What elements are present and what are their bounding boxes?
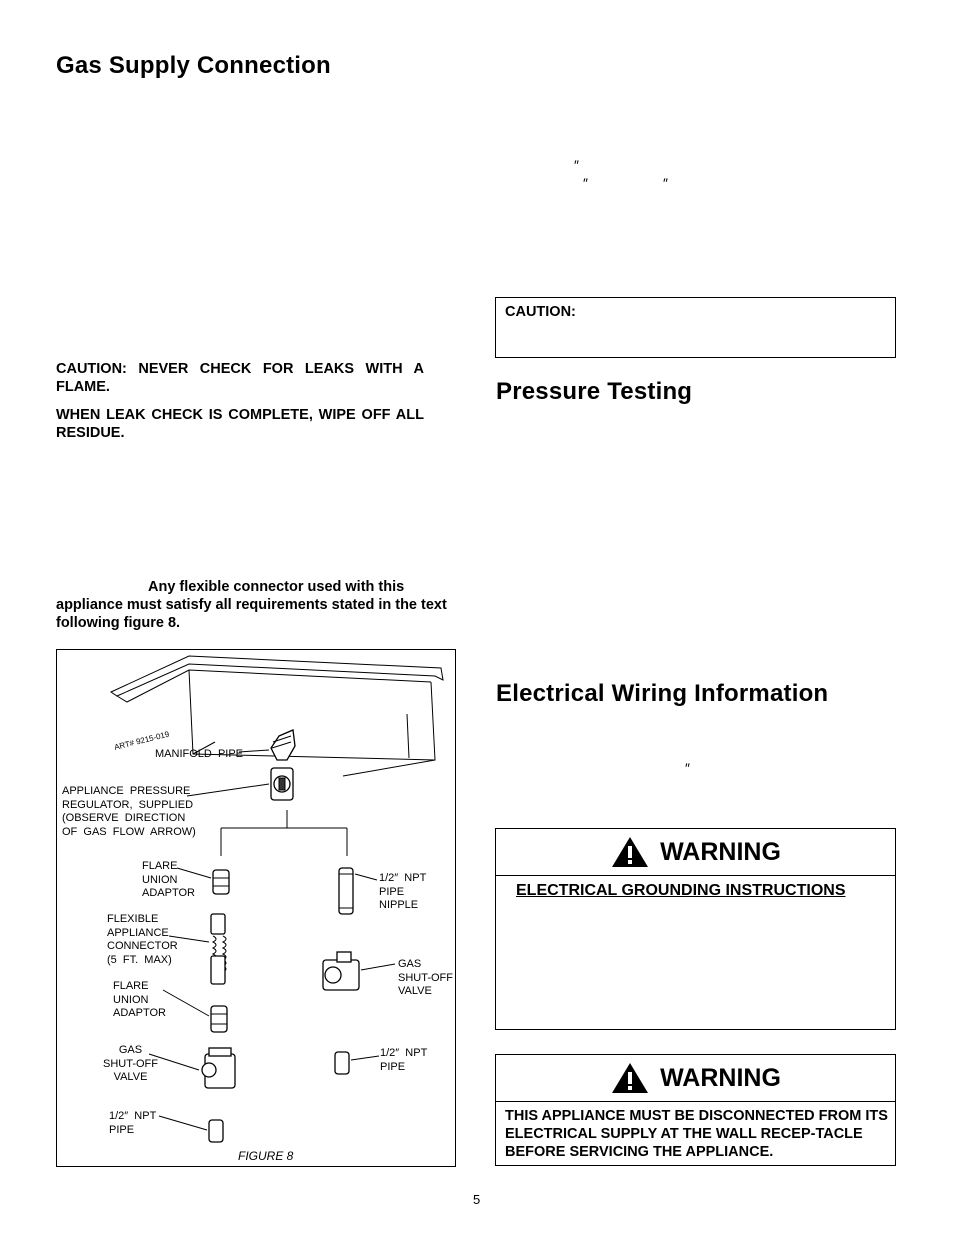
warning-header bbox=[496, 1055, 895, 1102]
label-flare-union-2: FLARE UNION ADAPTOR bbox=[113, 980, 166, 1019]
label-flare-union-1: FLARE UNION ADAPTOR bbox=[142, 860, 195, 899]
pressure-testing-heading: Pressure Testing bbox=[496, 378, 693, 405]
npt-pipe-right bbox=[335, 1052, 349, 1074]
caution-leak-check: CAUTION: NEVER CHECK FOR LEAKS WITH A FLAME. bbox=[56, 361, 424, 395]
label-manifold-pipe: MANIFOLD PIPE bbox=[155, 748, 244, 760]
label-pipe-left: 1/2″ NPT PIPE bbox=[109, 1110, 157, 1136]
flexible-connector-note: Any flexible connector used with this appliance must satisfy all requirements stated in the text following figure 8. bbox=[56, 579, 447, 631]
warning-triangle-icon bbox=[610, 835, 650, 869]
pipe-nipple bbox=[339, 868, 353, 914]
pressure-regulator bbox=[271, 768, 293, 800]
inch-mark-1: ″ bbox=[574, 157, 579, 173]
warning-header bbox=[496, 829, 895, 876]
inch-mark-2: ″ bbox=[583, 175, 588, 191]
figure-8 bbox=[56, 649, 456, 1167]
label-shutoff-right: GAS SHUT-OFF VALVE bbox=[398, 958, 453, 997]
label-shutoff-left: GAS SHUT-OFF VALVE bbox=[103, 1044, 158, 1083]
caution-label: CAUTION: bbox=[505, 304, 576, 320]
flare-union-adaptor-1 bbox=[213, 870, 229, 894]
warning-box-grounding bbox=[495, 828, 896, 1030]
gas-shutoff-valve-left bbox=[202, 1048, 235, 1088]
label-flexible-connector: FLEXIBLE APPLIANCE CONNECTOR (5 FT. MAX) bbox=[107, 913, 178, 966]
electrical-inch-mark: ″ bbox=[685, 760, 690, 776]
flare-union-adaptor-2 bbox=[211, 1006, 227, 1032]
manifold-pipe-elbow bbox=[271, 730, 295, 760]
warning-box-disconnect bbox=[495, 1054, 896, 1166]
label-pipe-right: 1/2″ NPT PIPE bbox=[380, 1047, 428, 1073]
disconnect-warning-text: THIS APPLIANCE MUST BE DISCONNECTED FROM ITS ELECTRICAL SUPPLY AT THE WALL RECEP-TACLE BEFORE SERVICING THE APPLIANCE. bbox=[505, 1108, 888, 1160]
warning-triangle-icon bbox=[610, 1061, 650, 1095]
page-number: 5 bbox=[473, 1192, 481, 1207]
flexible-connector bbox=[211, 914, 226, 984]
npt-pipe-left bbox=[209, 1120, 223, 1142]
caution-wipe-residue: WHEN LEAK CHECK IS COMPLETE, WIPE OFF ALL RESIDUE. bbox=[56, 407, 424, 441]
grounding-subtitle: ELECTRICAL GROUNDING INSTRUCTIONS bbox=[516, 882, 846, 899]
inch-mark-3: ″ bbox=[663, 175, 668, 191]
label-pipe-nipple: 1/2″ NPT PIPE NIPPLE bbox=[379, 872, 427, 911]
warning-title: WARNING bbox=[660, 1063, 781, 1092]
caution-box bbox=[495, 297, 896, 358]
gas-shutoff-valve-right bbox=[323, 952, 359, 990]
gas-supply-heading: Gas Supply Connection bbox=[56, 52, 331, 79]
figure-caption: FIGURE 8 bbox=[238, 1149, 294, 1163]
warning-title: WARNING bbox=[660, 837, 781, 866]
label-regulator: APPLIANCE PRESSURE REGULATOR, SUPPLIED (OBSERVE DIRECTION OF GAS FLOW ARROW) bbox=[62, 785, 196, 838]
art-number: ART# 9215-019 bbox=[113, 729, 171, 752]
electrical-wiring-heading: Electrical Wiring Information bbox=[496, 680, 829, 707]
